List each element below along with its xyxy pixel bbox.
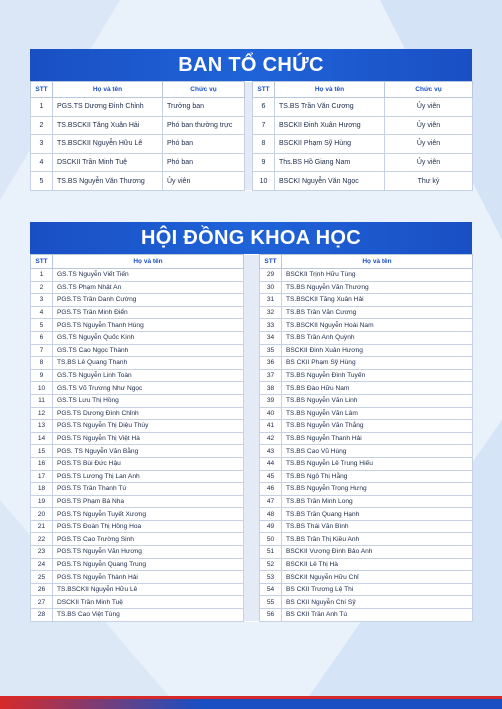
stt-cell: 31: [260, 294, 282, 307]
member-name: BSCKI Nguyễn Văn Ngọc: [275, 172, 385, 191]
column-separator: [245, 116, 253, 135]
stt-cell: 37: [260, 369, 282, 382]
member-name: PGS.TS Trần Minh Điển: [53, 306, 244, 319]
column-separator: [244, 269, 260, 282]
stt-cell: 40: [260, 407, 282, 420]
stt-cell: 24: [31, 558, 53, 571]
table-row: [31, 357, 473, 370]
column-separator: [244, 369, 260, 382]
stt-cell: 44: [260, 457, 282, 470]
column-separator: [244, 420, 260, 433]
member-name: DSCKII Trần Minh Tuệ: [53, 153, 163, 172]
scientific-council-table: [30, 254, 473, 622]
table-header-row: [31, 82, 473, 98]
table-row: [31, 281, 473, 294]
column-separator: [244, 558, 260, 571]
member-name: TS.BS Nguyễn Văn Lâm: [282, 407, 473, 420]
table-row: [31, 483, 473, 496]
member-name: BSCKII Lê Thị Hà: [282, 558, 473, 571]
table-row: [31, 369, 473, 382]
member-role: Phó ban: [163, 135, 245, 154]
column-separator: [244, 344, 260, 357]
stt-cell: 9: [253, 153, 275, 172]
stt-cell: 42: [260, 432, 282, 445]
stt-cell: 52: [260, 558, 282, 571]
scientific-council-section: [30, 222, 472, 622]
stt-cell: 10: [253, 172, 275, 191]
member-name: TS.BS Thái Văn Bình: [282, 520, 473, 533]
member-role: Ủy viên: [385, 98, 473, 117]
column-separator: [244, 281, 260, 294]
table-row: [31, 172, 473, 191]
stt-cell: 46: [260, 483, 282, 496]
member-name: PGS.TS Trần Danh Cường: [53, 294, 244, 307]
stt-cell: 9: [31, 369, 53, 382]
stt-cell: 55: [260, 596, 282, 609]
stt-cell: 36: [260, 357, 282, 370]
table-row: [31, 457, 473, 470]
stt-cell: 45: [260, 470, 282, 483]
member-name: PGS.TS Nguyễn Quang Trung: [53, 558, 244, 571]
member-name: PGS.TS Lương Thị Lan Anh: [53, 470, 244, 483]
member-role: Thư ký: [385, 172, 473, 191]
column-separator: [244, 357, 260, 370]
header-name: Họ và tên: [282, 255, 473, 269]
column-separator: [244, 546, 260, 559]
stt-cell: 1: [31, 269, 53, 282]
table-row: [31, 533, 473, 546]
table-row: [31, 558, 473, 571]
member-role: Ủy viên: [385, 135, 473, 154]
member-name: TS.BS Trần Minh Long: [282, 495, 473, 508]
member-name: TS.BS Cao Vũ Hùng: [282, 445, 473, 458]
stt-cell: 7: [253, 116, 275, 135]
stt-cell: 18: [31, 483, 53, 496]
stt-cell: 39: [260, 394, 282, 407]
stt-cell: 43: [260, 445, 282, 458]
column-separator: [244, 255, 260, 269]
column-separator: [244, 495, 260, 508]
member-name: GS.TS Phạm Nhật An: [53, 281, 244, 294]
table-row: [31, 445, 473, 458]
member-name: TS.BSCKII Nguyễn Hữu Lê: [53, 583, 244, 596]
header-name: Họ và tên: [275, 82, 385, 98]
column-separator: [244, 508, 260, 521]
member-name: GS.TS Võ Trương Như Ngọc: [53, 382, 244, 395]
member-name: TS.BS Nguyễn Văn Thương: [282, 281, 473, 294]
member-name: TS.BS Trần Quang Hạnh: [282, 508, 473, 521]
stt-cell: 30: [260, 281, 282, 294]
table-row: [31, 495, 473, 508]
column-separator: [244, 432, 260, 445]
member-name: PGS. TS Nguyễn Văn Bằng: [53, 445, 244, 458]
column-separator: [245, 172, 253, 191]
member-name: PGS.TS Trần Thanh Tú: [53, 483, 244, 496]
stt-cell: 23: [31, 546, 53, 559]
member-name: PGS.TS Bùi Đức Hậu: [53, 457, 244, 470]
member-role: Phó ban thường trực: [163, 116, 245, 135]
stt-cell: 14: [31, 432, 53, 445]
table-row: [31, 294, 473, 307]
column-separator: [244, 457, 260, 470]
table-row: [31, 382, 473, 395]
stt-cell: 20: [31, 508, 53, 521]
stt-cell: 3: [31, 294, 53, 307]
stt-cell: 13: [31, 420, 53, 433]
member-name: PGS.TS Nguyễn Thành Hải: [53, 571, 244, 584]
member-name: BS CKII Phạm Sỹ Hùng: [282, 357, 473, 370]
member-name: BSCKII Nguyễn Hữu Chỉ: [282, 571, 473, 584]
member-name: TS.BS Nguyễn Văn Thương: [53, 172, 163, 191]
column-separator: [244, 394, 260, 407]
header-role: Chức vụ: [385, 82, 473, 98]
header-stt: STT: [260, 255, 282, 269]
member-name: PGS.TS Nguyễn Thị Việt Hà: [53, 432, 244, 445]
column-separator: [244, 382, 260, 395]
stt-cell: 5: [31, 172, 53, 191]
stt-cell: 17: [31, 470, 53, 483]
table-row: [31, 596, 473, 609]
column-separator: [244, 596, 260, 609]
member-name: TS.BSCKII Nguyễn Hoài Nam: [282, 319, 473, 332]
column-separator: [244, 294, 260, 307]
stt-cell: 29: [260, 269, 282, 282]
stt-cell: 21: [31, 520, 53, 533]
stt-cell: 34: [260, 331, 282, 344]
stt-cell: 27: [31, 596, 53, 609]
member-role: Ủy viên: [385, 116, 473, 135]
organizing-committee-section: [30, 49, 472, 191]
member-name: TS.BS Trần Anh Quỳnh: [282, 331, 473, 344]
stt-cell: 6: [253, 98, 275, 117]
member-name: GS.TS Cao Ngọc Thành: [53, 344, 244, 357]
column-separator: [244, 483, 260, 496]
stt-cell: 51: [260, 546, 282, 559]
member-name: TS.BSCKII Tăng Xuân Hải: [282, 294, 473, 307]
header-stt: STT: [31, 255, 53, 269]
table-row: [31, 116, 473, 135]
column-separator: [244, 470, 260, 483]
stt-cell: 1: [31, 98, 53, 117]
table-row: [31, 546, 473, 559]
stt-cell: 49: [260, 520, 282, 533]
member-name: BSCKII Phạm Sỹ Hùng: [275, 135, 385, 154]
table-row: [31, 153, 473, 172]
member-name: PGS.TS Nguyễn Văn Hương: [53, 546, 244, 559]
table-row: [31, 319, 473, 332]
table-row: [31, 609, 473, 622]
stt-cell: 5: [31, 319, 53, 332]
stt-cell: 25: [31, 571, 53, 584]
table-row: [31, 571, 473, 584]
member-role: Ủy viên: [163, 172, 245, 191]
table-row: [31, 420, 473, 433]
table-row: [31, 135, 473, 154]
table-row: [31, 520, 473, 533]
column-separator: [244, 319, 260, 332]
table-row: [31, 583, 473, 596]
member-name: PGS.TS Đoàn Thị Hồng Hoa: [53, 520, 244, 533]
stt-cell: 4: [31, 153, 53, 172]
stt-cell: 48: [260, 508, 282, 521]
header-stt: STT: [253, 82, 275, 98]
table-row: [31, 98, 473, 117]
stt-cell: 16: [31, 457, 53, 470]
column-separator: [245, 135, 253, 154]
column-separator: [244, 306, 260, 319]
header-role: Chức vụ: [163, 82, 245, 98]
member-name: PGS.TS Nguyễn Tuyết Xương: [53, 508, 244, 521]
member-name: TS.BS Đào Hữu Nam: [282, 382, 473, 395]
member-name: BSCKII Đinh Xuân Hương: [275, 116, 385, 135]
column-separator: [244, 331, 260, 344]
stt-cell: 50: [260, 533, 282, 546]
member-name: Ths.BS Hồ Giang Nam: [275, 153, 385, 172]
member-name: BSCKII Đinh Xuân Hương: [282, 344, 473, 357]
table-row: [31, 470, 473, 483]
table-row: [31, 432, 473, 445]
member-name: DSCKII Trần Minh Tuệ: [53, 596, 244, 609]
stt-cell: 6: [31, 331, 53, 344]
member-name: TS.BS Lê Quang Thanh: [53, 357, 244, 370]
member-role: Phó ban: [163, 153, 245, 172]
member-name: TS.BSCKII Nguyễn Hữu Lê: [53, 135, 163, 154]
stt-cell: 3: [31, 135, 53, 154]
stt-cell: 54: [260, 583, 282, 596]
column-separator: [244, 407, 260, 420]
table-row: [31, 331, 473, 344]
member-name: BSCKII Trịnh Hữu Tùng: [282, 269, 473, 282]
stt-cell: 12: [31, 407, 53, 420]
organizing-committee-title: BAN TỔ CHỨC: [30, 49, 472, 81]
column-separator: [244, 520, 260, 533]
member-name: TS.BS Cao Việt Tùng: [53, 609, 244, 622]
column-separator: [244, 445, 260, 458]
member-name: PGS.TS Phạm Bá Nha: [53, 495, 244, 508]
stt-cell: 35: [260, 344, 282, 357]
member-name: TS.BS Nguyễn Văn Thắng: [282, 420, 473, 433]
stt-cell: 53: [260, 571, 282, 584]
stt-cell: 33: [260, 319, 282, 332]
column-separator: [244, 583, 260, 596]
member-name: BS CKII Nguyễn Chí Sỹ: [282, 596, 473, 609]
organizing-committee-table: [30, 81, 473, 191]
stt-cell: 26: [31, 583, 53, 596]
member-name: BS CKII Trần Anh Tú: [282, 609, 473, 622]
member-name: GS.TS Lưu Thị Hồng: [53, 394, 244, 407]
column-separator: [244, 571, 260, 584]
stt-cell: 8: [31, 357, 53, 370]
stt-cell: 2: [31, 281, 53, 294]
member-name: TS.BS Trần Thị Kiều Anh: [282, 533, 473, 546]
header-name: Họ và tên: [53, 255, 244, 269]
table-row: [31, 394, 473, 407]
stt-cell: 41: [260, 420, 282, 433]
member-name: TS.BS Nguyễn Trọng Hưng: [282, 483, 473, 496]
member-name: TS.BS Trần Văn Cương: [275, 98, 385, 117]
stt-cell: 7: [31, 344, 53, 357]
footer-red-stripe: [0, 696, 502, 699]
member-name: TS.BS Nguyễn Lê Trung Hiếu: [282, 457, 473, 470]
scientific-council-title: HỘI ĐỒNG KHOA HỌC: [30, 222, 472, 254]
member-name: TS.BS Nguyễn Thanh Hải: [282, 432, 473, 445]
member-name: BS CKII Trương Lệ Thi: [282, 583, 473, 596]
stt-cell: 22: [31, 533, 53, 546]
member-name: PGS.TS Dương Đình Chỉnh: [53, 98, 163, 117]
stt-cell: 15: [31, 445, 53, 458]
table-header-row: [31, 255, 473, 269]
member-name: PGS.TS Cao Trường Sinh: [53, 533, 244, 546]
member-name: GS.TS Nguyễn Viết Tiến: [53, 269, 244, 282]
column-separator: [244, 609, 260, 622]
member-name: TS.BS Nguyễn Đình Tuyến: [282, 369, 473, 382]
member-name: GS.TS Nguyễn Linh Toàn: [53, 369, 244, 382]
member-role: Trưởng ban: [163, 98, 245, 117]
table-row: [31, 269, 473, 282]
member-name: PGS.TS Nguyễn Thị Diệu Thúy: [53, 420, 244, 433]
table-row: [31, 508, 473, 521]
member-name: TS.BS Trần Văn Cương: [282, 306, 473, 319]
table-row: [31, 407, 473, 420]
member-name: PGS.TS Nguyễn Thanh Hùng: [53, 319, 244, 332]
stt-cell: 11: [31, 394, 53, 407]
member-name: GS.TS Nguyễn Quốc Kính: [53, 331, 244, 344]
stt-cell: 8: [253, 135, 275, 154]
column-separator: [245, 98, 253, 117]
stt-cell: 56: [260, 609, 282, 622]
header-stt: STT: [31, 82, 53, 98]
member-name: TS.BS Nguyễn Văn Linh: [282, 394, 473, 407]
column-separator: [245, 82, 253, 98]
stt-cell: 4: [31, 306, 53, 319]
column-separator: [245, 153, 253, 172]
stt-cell: 2: [31, 116, 53, 135]
stt-cell: 38: [260, 382, 282, 395]
stt-cell: 28: [31, 609, 53, 622]
stt-cell: 19: [31, 495, 53, 508]
stt-cell: 32: [260, 306, 282, 319]
member-name: PGS.TS Dương Đình Chỉnh: [53, 407, 244, 420]
member-name: BSCKII Vương Đình Bảo Anh: [282, 546, 473, 559]
stt-cell: 10: [31, 382, 53, 395]
member-role: Ủy viên: [385, 153, 473, 172]
footer-bar: [0, 696, 502, 709]
table-row: [31, 306, 473, 319]
member-name: TS.BS Ngô Thị Hằng: [282, 470, 473, 483]
stt-cell: 47: [260, 495, 282, 508]
table-row: [31, 344, 473, 357]
member-name: TS.BSCKII Tăng Xuân Hải: [53, 116, 163, 135]
column-separator: [244, 533, 260, 546]
header-name: Họ và tên: [53, 82, 163, 98]
